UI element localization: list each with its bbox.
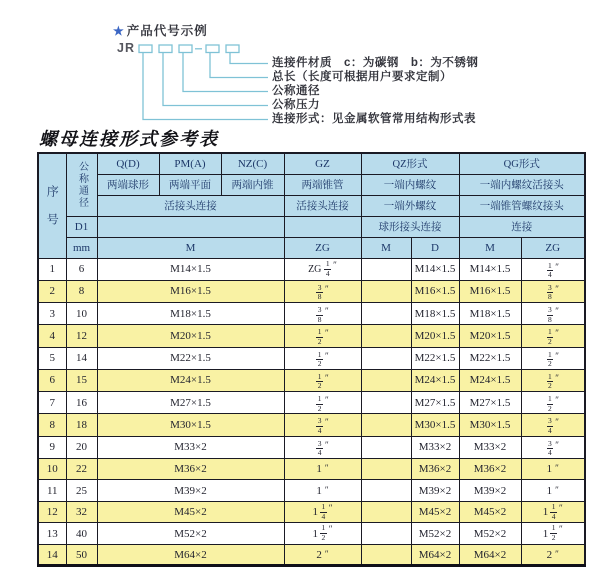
header-qg-connection: 连接 xyxy=(459,216,585,237)
cell-qz-m xyxy=(361,303,411,325)
cell-gz-zg xyxy=(284,303,361,325)
thread-size-value: 1 2 ″ xyxy=(317,371,329,391)
cell-gz-zg xyxy=(284,325,361,347)
cell-qz-d: M45×2 xyxy=(411,501,459,523)
cell-gz-zg xyxy=(284,458,361,480)
cell-seq-no: 11 xyxy=(38,480,66,502)
cell-qz-d: M14×1.5 xyxy=(411,258,459,280)
thread-size-value: 1 2 ″ xyxy=(548,371,559,391)
table-row xyxy=(38,523,585,545)
cell-qz-d: M20×1.5 xyxy=(411,325,459,347)
cell-dn-mm: 40 xyxy=(66,523,97,545)
thread-size-value: 1 2 ″ xyxy=(548,349,559,369)
leader-line-length xyxy=(210,53,268,78)
cell-qg-m: M45×2 xyxy=(459,501,521,523)
cell-dn-mm: 50 xyxy=(66,544,97,566)
table-row xyxy=(38,392,585,414)
cell-gz-zg xyxy=(284,501,361,523)
cell-qg-zg xyxy=(521,303,585,325)
cell-gz-zg xyxy=(284,280,361,302)
cell-gz-zg xyxy=(284,480,361,502)
cell-seq-no: 6 xyxy=(38,369,66,391)
table-row xyxy=(38,436,585,458)
leader-line-diameter xyxy=(183,53,268,92)
product-code-heading-text: 产品代号示例 xyxy=(126,24,208,38)
table-row xyxy=(38,414,585,436)
cell-gz-zg xyxy=(284,414,361,436)
cell-dn-mm: 14 xyxy=(66,347,97,369)
cell-dn-mm: 12 xyxy=(66,325,97,347)
cell-qg-m: M33×2 xyxy=(459,436,521,458)
cell-dn-mm: 25 xyxy=(66,480,97,502)
cell-qg-m: M18×1.5 xyxy=(459,303,521,325)
thread-size-value: 3 8 ″ xyxy=(317,282,329,302)
header-union-connection: 活接头连接 xyxy=(97,195,284,216)
thread-size-value: 3 4 ″ xyxy=(548,416,559,435)
cell-qg-m: M14×1.5 xyxy=(459,258,521,280)
cell-qg-zg xyxy=(521,325,585,347)
thread-size-value: 3 4 ″ xyxy=(317,416,329,435)
cell-m-thread: M64×2 xyxy=(97,544,284,566)
thread-size-value: 1 1 4 ″ xyxy=(312,501,333,521)
cell-qz-m xyxy=(361,501,411,523)
cell-gz-zg xyxy=(284,523,361,545)
table-row xyxy=(38,501,585,523)
cell-m-thread: M39×2 xyxy=(97,480,284,502)
cell-gz-zg xyxy=(284,544,361,566)
cell-qg-zg xyxy=(521,436,585,458)
cell-qz-d: M16×1.5 xyxy=(411,280,459,302)
star-icon: ★ xyxy=(113,24,125,38)
table-row xyxy=(38,280,585,302)
header-desc-qz: 一端内螺纹 xyxy=(361,174,459,195)
header-desc-pma: 两端平面 xyxy=(159,174,221,195)
cell-seq-no: 8 xyxy=(38,414,66,436)
cell-dn-mm: 15 xyxy=(66,369,97,391)
thread-size-value: 1 2 ″ xyxy=(317,349,329,369)
thread-size-value: 1 ″ xyxy=(316,463,329,475)
cell-qz-m xyxy=(361,544,411,566)
cell-m-thread: M22×1.5 xyxy=(97,347,284,369)
cell-seq-no: 9 xyxy=(38,436,66,458)
label-connection-form: 连接形式：见金属软管常用结构形式表 xyxy=(272,113,476,125)
cell-qg-m: M36×2 xyxy=(459,458,521,480)
thread-size-value: 3 8 ″ xyxy=(548,305,559,324)
label-nominal-pressure: 公称压力 xyxy=(272,99,320,111)
code-box-2 xyxy=(159,45,172,53)
cell-qz-m xyxy=(361,347,411,369)
code-box-5 xyxy=(226,45,239,53)
cell-qz-d: M52×2 xyxy=(411,523,459,545)
table-row xyxy=(38,347,585,369)
thread-size-value: 3 8 ″ xyxy=(317,305,329,324)
table-row xyxy=(38,258,585,280)
cell-qz-m xyxy=(361,369,411,391)
cell-dn-mm: 10 xyxy=(66,303,97,325)
cell-qz-d: M39×2 xyxy=(411,480,459,502)
thread-size-value: 3 4 ″ xyxy=(317,438,329,458)
cell-m-thread: M30×1.5 xyxy=(97,414,284,436)
cell-m-thread: M14×1.5 xyxy=(97,258,284,280)
cell-m-thread: M27×1.5 xyxy=(97,392,284,414)
header-form-gz: GZ xyxy=(284,153,361,174)
cell-qg-m: M24×1.5 xyxy=(459,369,521,391)
thread-size-value: 2 ″ xyxy=(316,548,329,561)
table-body xyxy=(38,258,585,566)
cell-qg-zg xyxy=(521,544,585,566)
cell-qz-m xyxy=(361,325,411,347)
header-sub-zg1: ZG xyxy=(284,237,361,258)
cell-qz-d: M27×1.5 xyxy=(411,392,459,414)
label-connector-material: 连接件材质 c：为碳钢 b：为不锈钢 xyxy=(272,57,479,69)
label-nominal-diameter: 公称通径 xyxy=(272,85,320,97)
cell-gz-zg xyxy=(284,258,361,280)
cell-qg-zg xyxy=(521,523,585,545)
cell-seq-no: 12 xyxy=(38,501,66,523)
header-sub-d: D xyxy=(411,237,459,258)
cell-seq-no: 1 xyxy=(38,258,66,280)
cell-qg-m: M16×1.5 xyxy=(459,280,521,302)
header-desc-nzc: 两端内锥 xyxy=(221,174,284,195)
cell-m-thread: M36×2 xyxy=(97,458,284,480)
cell-m-thread: M24×1.5 xyxy=(97,369,284,391)
cell-seq-no: 7 xyxy=(38,392,66,414)
cell-qg-zg xyxy=(521,392,585,414)
cell-dn-mm: 22 xyxy=(66,458,97,480)
cell-qg-zg xyxy=(521,480,585,502)
table-row xyxy=(38,325,585,347)
cell-qg-zg xyxy=(521,258,585,280)
cell-qz-d: M22×1.5 xyxy=(411,347,459,369)
cell-qz-m xyxy=(361,458,411,480)
cell-qg-zg xyxy=(521,414,585,436)
thread-size-value: 1 2 ″ xyxy=(548,394,559,413)
cell-seq-no: 14 xyxy=(38,544,66,566)
cell-seq-no: 3 xyxy=(38,303,66,325)
thread-size-value: 1 1 4 ″ xyxy=(542,501,563,521)
thread-size-value: ZG 1 4 ″ xyxy=(308,259,337,278)
cell-m-thread: M52×2 xyxy=(97,523,284,545)
cell-dn-mm: 32 xyxy=(66,501,97,523)
cell-dn-mm: 16 xyxy=(66,392,97,414)
cell-qz-m xyxy=(361,414,411,436)
thread-size-value: 3 4 ″ xyxy=(548,438,559,458)
table-header xyxy=(38,153,585,258)
cell-m-thread: M33×2 xyxy=(97,436,284,458)
product-code-prefix: JR xyxy=(117,41,135,55)
header-desc-gz: 两端锥管 xyxy=(284,174,361,195)
cell-qg-m: M22×1.5 xyxy=(459,347,521,369)
nut-connection-reference-table xyxy=(37,152,586,567)
header-form-nzc: NZ(C) xyxy=(221,153,284,174)
cell-qz-d: M64×2 xyxy=(411,544,459,566)
header-form-pma: PM(A) xyxy=(159,153,221,174)
leader-line-pressure xyxy=(163,53,268,106)
thread-size-value: 2 ″ xyxy=(546,548,559,561)
header-form-qd: Q(D) xyxy=(97,153,159,174)
cell-seq-no: 13 xyxy=(38,523,66,545)
cell-qz-d: M36×2 xyxy=(411,458,459,480)
cell-dn-mm: 6 xyxy=(66,258,97,280)
thread-size-value: 1 2 ″ xyxy=(548,327,559,346)
code-box-3 xyxy=(179,45,192,53)
table-row xyxy=(38,303,585,325)
leader-line-material xyxy=(230,53,268,64)
cell-seq-no: 10 xyxy=(38,458,66,480)
header-form-qz: QZ形式 xyxy=(361,153,459,174)
code-box-4 xyxy=(206,45,219,53)
cell-qg-m: M27×1.5 xyxy=(459,392,521,414)
cell-gz-zg xyxy=(284,347,361,369)
cell-qg-m: M39×2 xyxy=(459,480,521,502)
header-form-qg: QG形式 xyxy=(459,153,585,174)
cell-qg-zg xyxy=(521,369,585,391)
thread-size-value: 1 2 ″ xyxy=(317,327,329,346)
thread-size-value: 1 ″ xyxy=(546,484,559,497)
code-box-1 xyxy=(139,45,152,53)
cell-qz-m xyxy=(361,523,411,545)
header-d1: D1 xyxy=(66,216,97,237)
cell-dn-mm: 8 xyxy=(66,280,97,302)
cell-gz-zg xyxy=(284,392,361,414)
thread-size-value: 1 4 ″ xyxy=(548,260,559,280)
cell-qg-zg xyxy=(521,347,585,369)
thread-size-value: 1 ″ xyxy=(316,484,329,497)
header-gz-connection: 活接头连接 xyxy=(284,195,361,216)
cell-gz-zg xyxy=(284,436,361,458)
header-mm: mm xyxy=(66,237,97,258)
table-title: 螺母连接形式参考表 xyxy=(39,129,219,150)
thread-size-value: 1 ″ xyxy=(546,463,559,475)
cell-qz-d: M30×1.5 xyxy=(411,414,459,436)
table-row xyxy=(38,458,585,480)
cell-qz-m xyxy=(361,480,411,502)
cell-qg-m: M20×1.5 xyxy=(459,325,521,347)
cell-qz-d: M18×1.5 xyxy=(411,303,459,325)
header-nominal-diameter: 公称通径 xyxy=(66,153,97,216)
cell-qz-m xyxy=(361,392,411,414)
cell-dn-mm: 18 xyxy=(66,414,97,436)
cell-qg-zg xyxy=(521,458,585,480)
table-row xyxy=(38,369,585,391)
thread-size-value: 1 2 ″ xyxy=(317,394,329,413)
cell-qz-m xyxy=(361,280,411,302)
label-total-length: 总长（长度可根据用户要求定制） xyxy=(272,71,452,83)
header-desc-qg: 一端内螺纹活接头 xyxy=(459,174,585,195)
cell-qg-zg xyxy=(521,501,585,523)
cell-qz-m xyxy=(361,436,411,458)
cell-qg-zg xyxy=(521,280,585,302)
cell-seq-no: 4 xyxy=(38,325,66,347)
header-desc-qd: 两端球形 xyxy=(97,174,159,195)
cell-qz-d: M24×1.5 xyxy=(411,369,459,391)
cell-seq-no: 2 xyxy=(38,280,66,302)
header-qz-connection: 球形接头连接 xyxy=(361,216,459,237)
header-seq-no: 序号 xyxy=(38,153,66,258)
cell-seq-no: 5 xyxy=(38,347,66,369)
thread-size-value: 1 1 2 ″ xyxy=(542,523,563,542)
cell-m-thread: M45×2 xyxy=(97,501,284,523)
table-row xyxy=(38,544,585,566)
table-row xyxy=(38,480,585,502)
cell-qz-d: M33×2 xyxy=(411,436,459,458)
cell-m-thread: M20×1.5 xyxy=(97,325,284,347)
cell-qz-m xyxy=(361,258,411,280)
cell-qg-m: M52×2 xyxy=(459,523,521,545)
header-empty-left xyxy=(97,216,284,237)
cell-qg-m: M30×1.5 xyxy=(459,414,521,436)
header-sub-zg2: ZG xyxy=(521,237,585,258)
header-qg-desc2: 一端锥管螺纹接头 xyxy=(459,195,585,216)
header-sub-m2: M xyxy=(361,237,411,258)
cell-gz-zg xyxy=(284,369,361,391)
cell-qg-m: M64×2 xyxy=(459,544,521,566)
cell-m-thread: M18×1.5 xyxy=(97,303,284,325)
thread-size-value: 1 1 2 ″ xyxy=(312,523,333,542)
cell-dn-mm: 20 xyxy=(66,436,97,458)
header-empty-gz xyxy=(284,216,361,237)
header-sub-m3: M xyxy=(459,237,521,258)
cell-m-thread: M16×1.5 xyxy=(97,280,284,302)
thread-size-value: 3 8 ″ xyxy=(548,282,559,302)
header-sub-m1: M xyxy=(97,237,284,258)
header-qz-desc2: 一端外螺纹 xyxy=(361,195,459,216)
